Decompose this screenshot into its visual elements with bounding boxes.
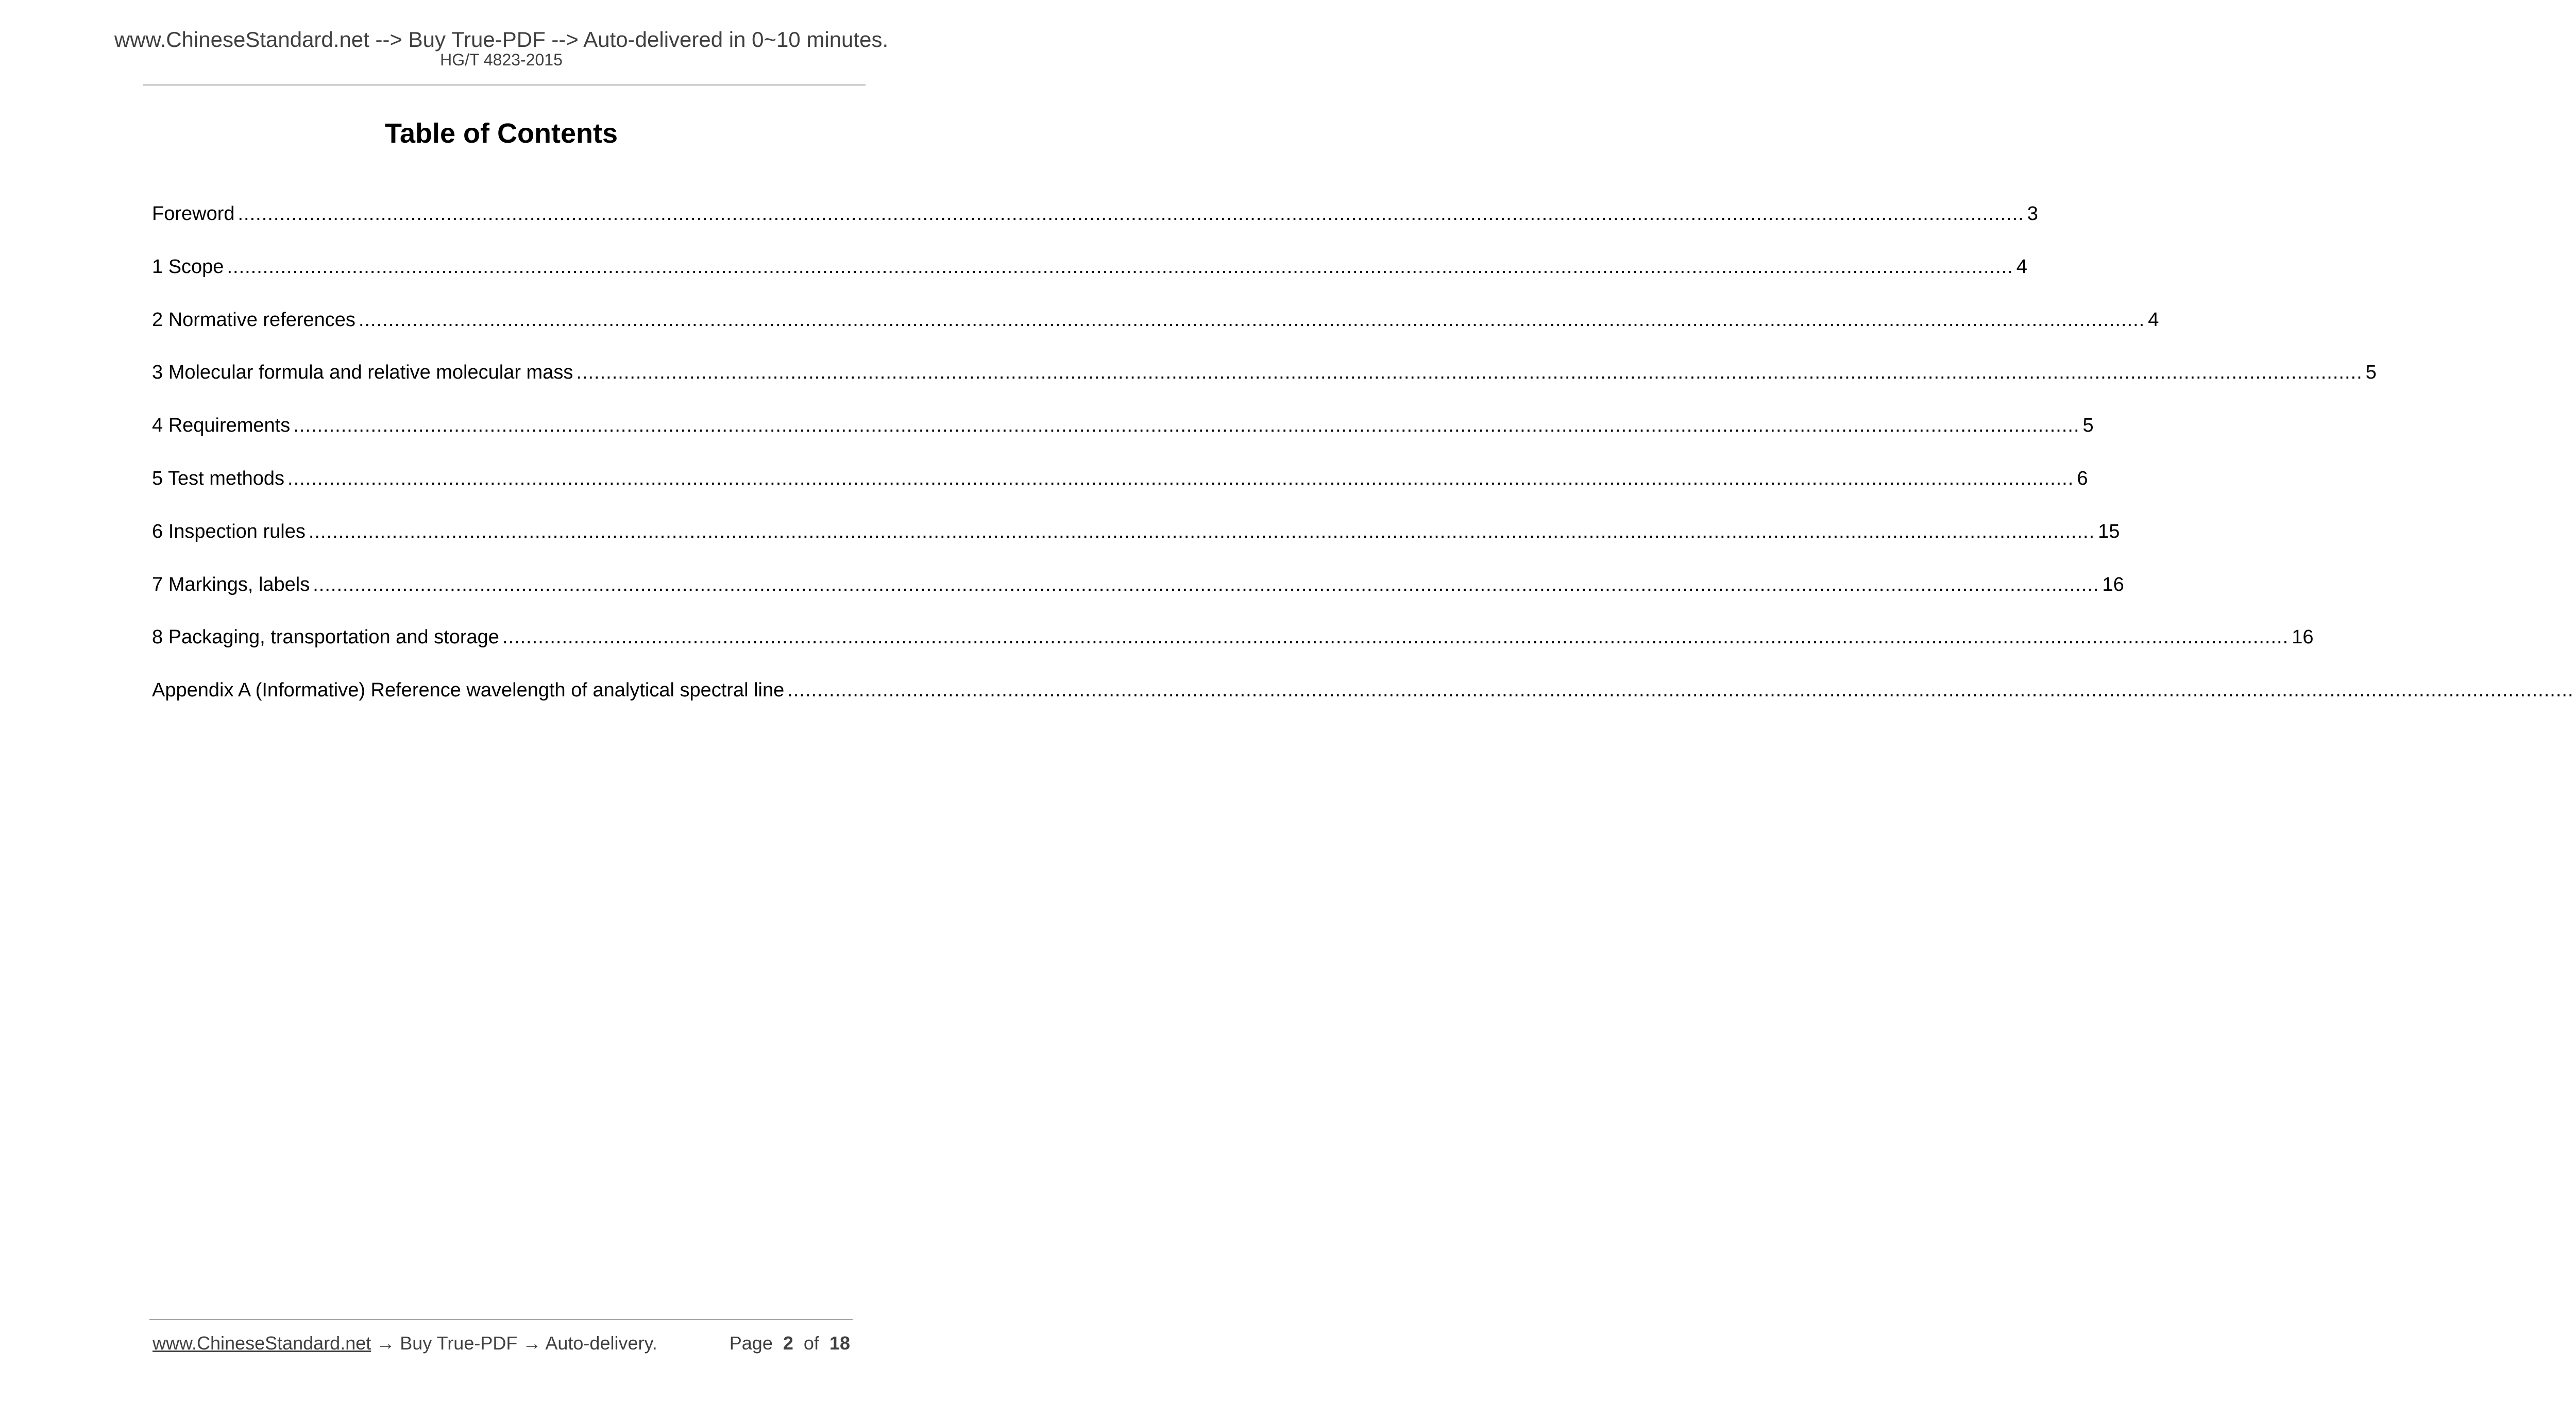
dot-leader: ............................................................................................................................................................................................................................................................................................................	[358, 309, 2145, 331]
dot-leader: ............................................................................................................................................................................................................................................................................................................	[576, 362, 2363, 384]
toc-entry-foreword[interactable]	[152, 201, 2038, 254]
arrow-right-icon: →	[522, 1332, 541, 1354]
header-divider	[143, 84, 866, 86]
toc-entry-label: 8 Packaging, transportation and storage	[152, 626, 499, 648]
dot-leader: ............................................................................................................................................................................................................................................................................................................	[308, 520, 2095, 542]
page-of-label: of	[803, 1332, 819, 1354]
table-of-contents	[152, 201, 2574, 730]
toc-entry-markings-labels[interactable]	[152, 572, 2124, 625]
page-total: 18	[829, 1332, 850, 1354]
footer-divider	[149, 1319, 853, 1320]
toc-entry-label: Foreword	[152, 203, 235, 225]
toc-entry-page: 16	[2292, 626, 2314, 648]
footer-buy-text: Buy True-PDF	[400, 1332, 518, 1354]
document-code: HG/T 4823-2015	[440, 50, 563, 69]
toc-entry-scope[interactable]	[152, 254, 2027, 307]
dot-leader: ............................................................................................................................................................................................................................................................................................................	[227, 255, 2013, 278]
footer-site-link[interactable]: www.ChineseStandard.net	[152, 1332, 371, 1354]
page-number	[730, 1332, 850, 1355]
toc-entry-label: 1 Scope	[152, 255, 224, 278]
dot-leader: ............................................................................................................................................................................................................................................................................................................	[293, 415, 2080, 437]
toc-entry-label: 2 Normative references	[152, 309, 355, 331]
page-current: 2	[783, 1332, 793, 1354]
toc-entry-label: 6 Inspection rules	[152, 520, 306, 542]
dot-leader: ............................................................................................................................................................................................................................................................................................................	[787, 679, 2574, 702]
footer-promo	[152, 1332, 657, 1355]
toc-entry-label: 4 Requirements	[152, 415, 291, 437]
toc-entry-label: 5 Test methods	[152, 467, 285, 489]
toc-entry-page: 15	[2098, 520, 2120, 542]
dot-leader: ............................................................................................................................................................................................................................................................................................................	[238, 203, 2024, 225]
toc-entry-normative-references[interactable]	[152, 307, 2159, 360]
toc-entry-inspection-rules[interactable]	[152, 519, 2120, 572]
dot-leader: ............................................................................................................................................................................................................................................................................................................	[313, 573, 2099, 595]
page-label: Page	[729, 1332, 773, 1354]
page-title: Table of Contents	[385, 118, 618, 149]
toc-entry-label: 7 Markings, labels	[152, 573, 310, 595]
toc-entry-appendix-a[interactable]	[152, 677, 2574, 730]
dot-leader: ............................................................................................................................................................................................................................................................................................................	[502, 626, 2289, 648]
arrow-right-icon: →	[376, 1332, 395, 1354]
toc-entry-page	[2574, 677, 2576, 703]
toc-entry-label: 3 Molecular formula and relative molecular mass	[152, 362, 573, 384]
toc-entry-molecular-formula[interactable]	[152, 360, 2377, 413]
toc-entry-requirements[interactable]	[152, 413, 2094, 466]
dot-leader: ............................................................................................................................................................................................................................................................................................................	[287, 467, 2074, 489]
toc-entry-test-methods[interactable]	[152, 466, 2088, 519]
toc-entry-page: 5	[2365, 362, 2377, 384]
toc-entry-page: 6	[2077, 467, 2088, 489]
toc-entry-page: 16	[2102, 573, 2124, 595]
header-banner: www.ChineseStandard.net --> Buy True-PDF --> Auto-delivered in 0~10 minutes.	[114, 27, 889, 52]
toc-entry-page: 4	[2148, 309, 2159, 331]
toc-entry-label: Appendix A (Informative) Reference wavelength of analytical spectral line	[152, 679, 785, 702]
footer-delivery-text: Auto-delivery.	[545, 1332, 657, 1354]
toc-entry-page: 5	[2082, 415, 2094, 437]
toc-entry-packaging[interactable]	[152, 624, 2314, 677]
toc-entry-page: 4	[2016, 255, 2027, 278]
toc-entry-page: 3	[2027, 203, 2038, 225]
